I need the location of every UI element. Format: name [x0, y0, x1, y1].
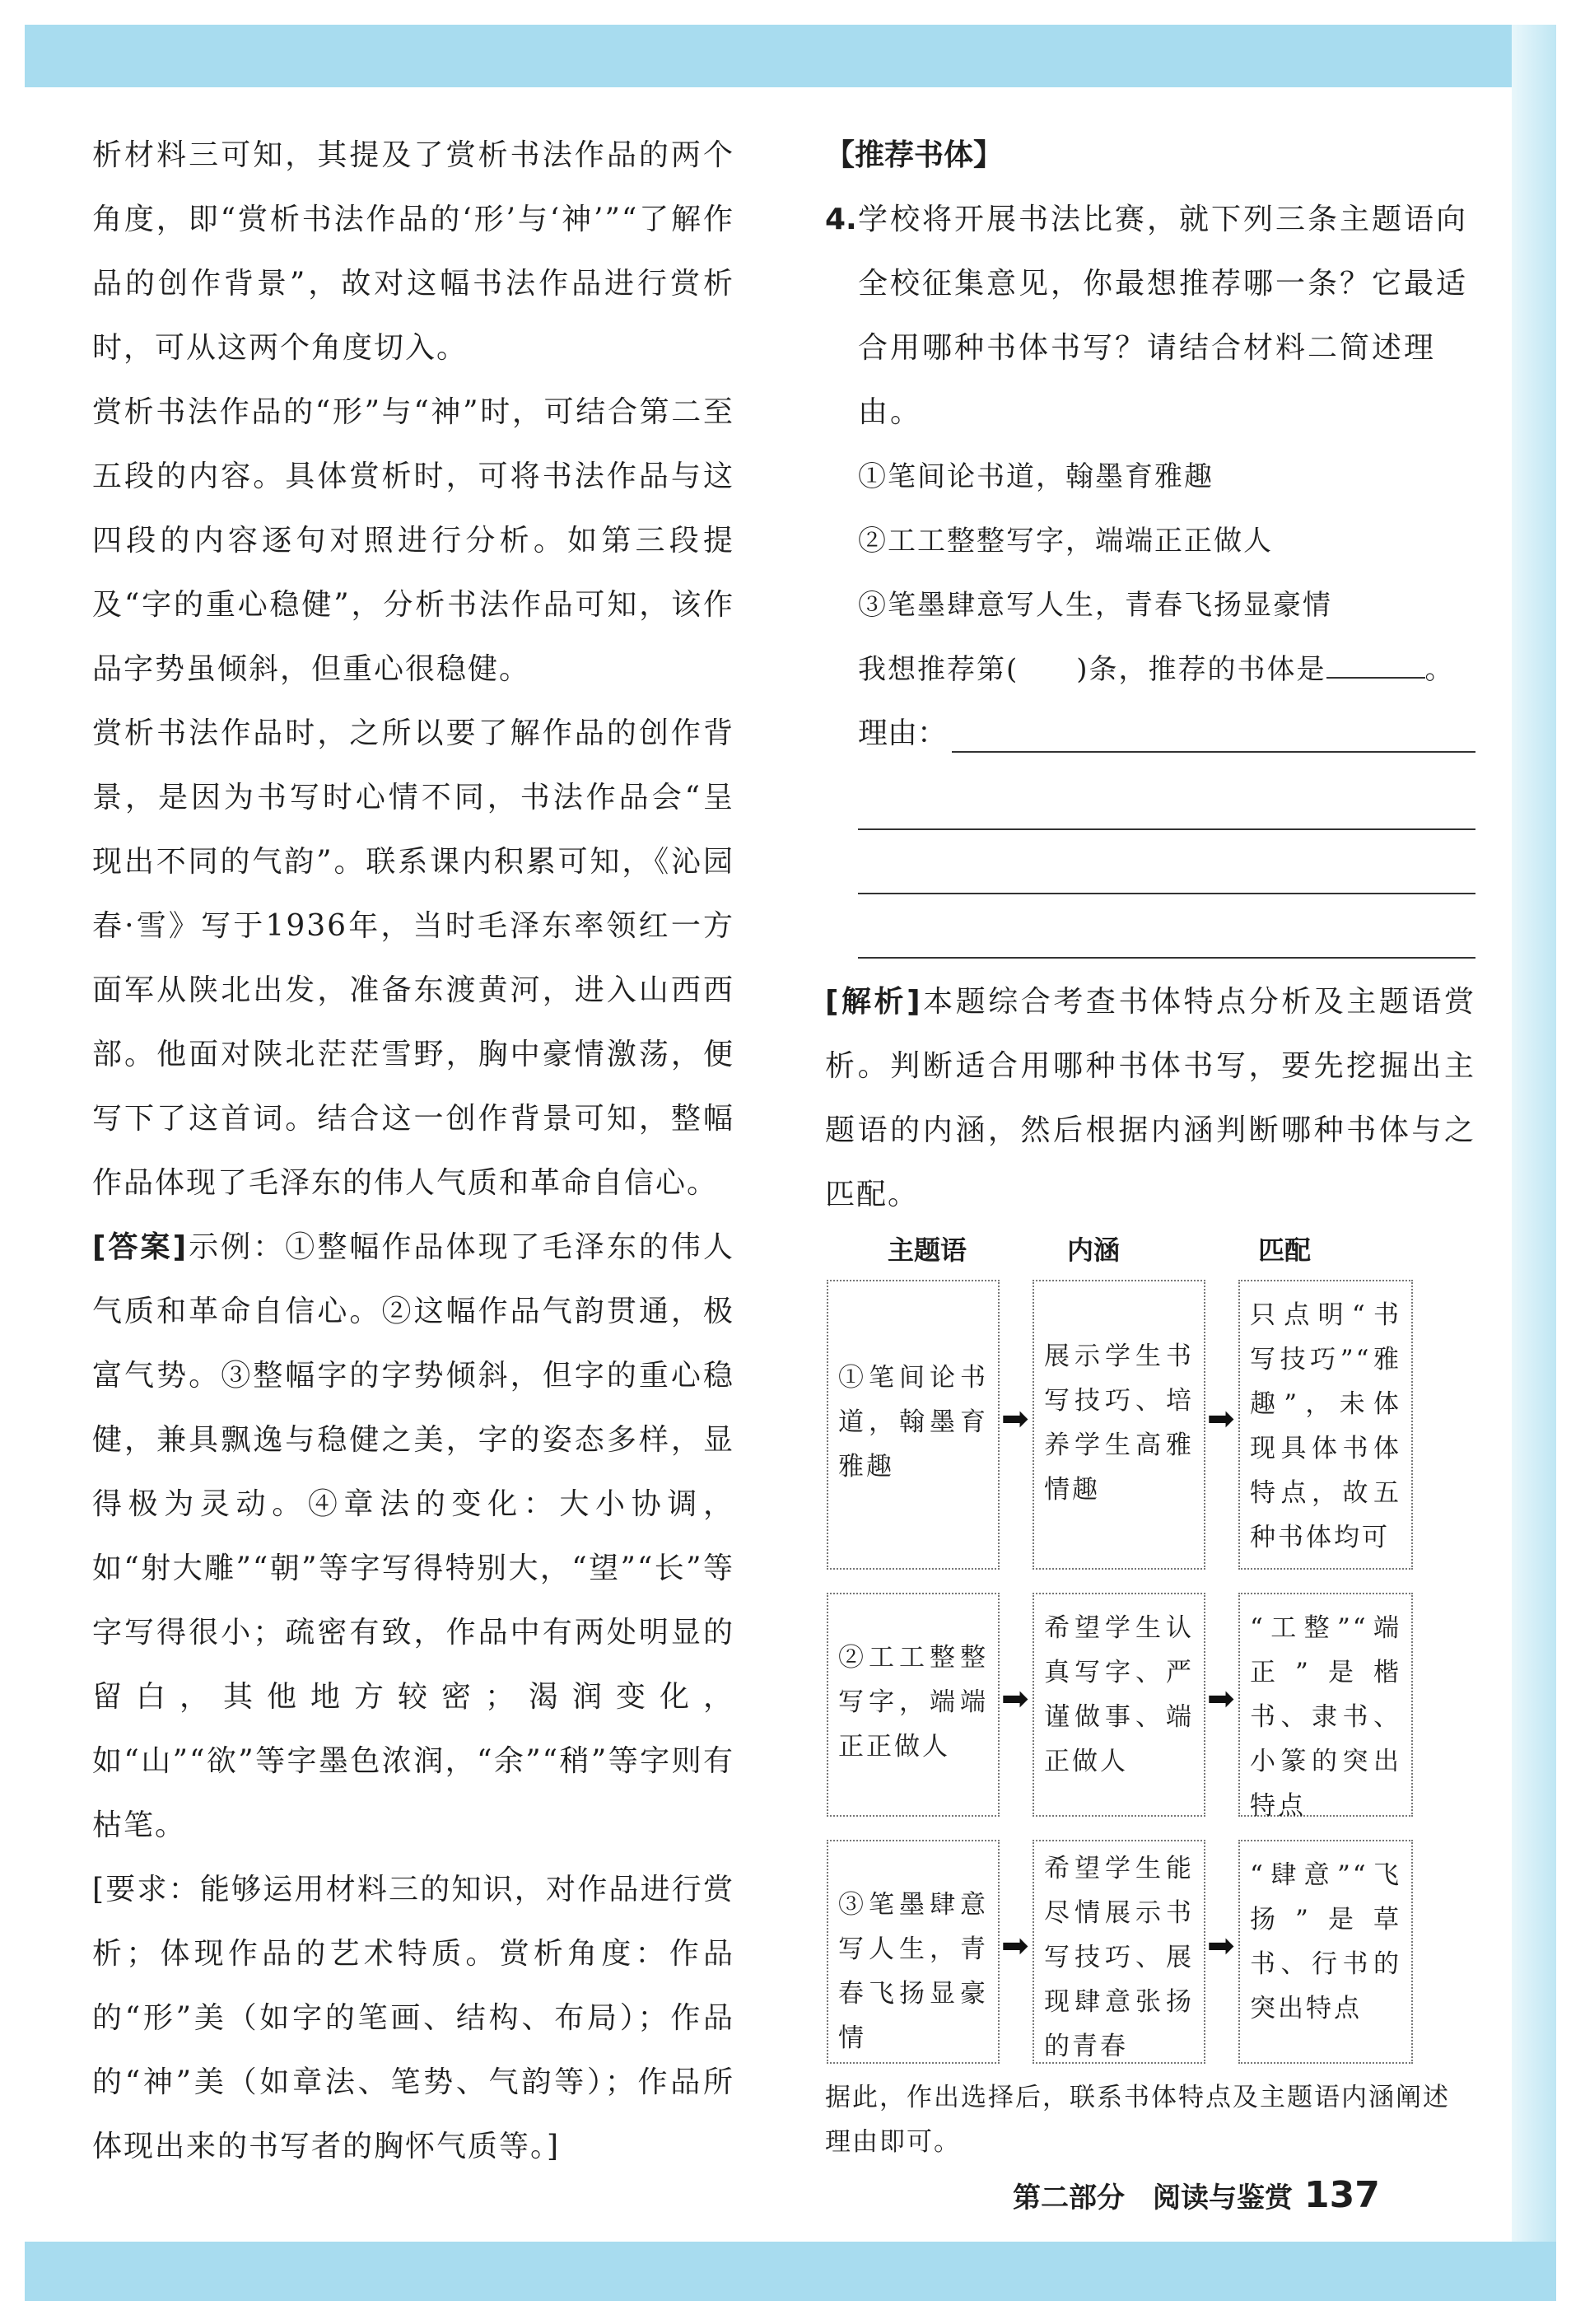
recommend-line [858, 637, 1475, 702]
row3-match-box: “肆意”“飞扬”是草书、行书的突出特点 [1238, 1840, 1413, 2064]
analysis-paragraph-2: 赏析书法作品的“形”与“神”时，可结合第二至五段的内容。具体赏析时，可将书法作品与这四段的内容逐句对照进行分析。如第三段提及“字的重心稳健”，分析书法作品可知，该作品字势虽倾斜，但重心很稳健。 [92, 395, 734, 686]
right-edge-shadow [1512, 25, 1556, 2301]
top-color-band [25, 25, 1556, 87]
row2-meaning-box: 希望学生认真写字、严谨做事、端正做人 [1033, 1593, 1205, 1817]
arrow-icon: ➡ [1207, 1400, 1235, 1438]
header-meaning: 内涵 [1067, 1234, 1121, 1266]
recommend-prefix: 我想推荐第( [858, 653, 1019, 686]
arrow-icon: ➡ [1001, 1400, 1029, 1438]
answer-paragraph [92, 1216, 734, 1858]
left-column [92, 124, 734, 2179]
reason-blank-1[interactable] [952, 702, 1475, 753]
reason-blank-2[interactable] [858, 766, 1475, 830]
analysis-paragraph-1: 析材料三可知，其提及了赏析书法作品的两个角度，即“赏析书法作品的‘形’与‘神’”“了解作品的创作背景”，故对这幅书法作品进行赏析时，可从这两个角度切入。 [92, 138, 734, 365]
row2-match-box: “工整”“端正”是楷书、隶书、小篆的突出特点 [1238, 1593, 1413, 1817]
reason-label: 理由： [858, 716, 948, 750]
recommend-middle: )条，推荐的书体是 [1076, 653, 1326, 686]
row1-meaning-box: 展示学生书写技巧、培养学生高雅情趣 [1033, 1280, 1205, 1570]
page-number: 137 [1304, 2174, 1380, 2216]
arrow-icon: ➡ [1207, 1680, 1235, 1718]
analysis-paragraph-3: 赏析书法作品时，之所以要了解作品的创作背景，是因为书写时心情不同，书法作品会“呈现出不同的气韵”。联系课内积累可知，《沁园春·雪》写于1936年，当时毛泽东率领红一方面军从陕北出发，准备东渡黄河，进入山西西部。他面对陕北茫茫雪野，胸中豪情激荡，便写下了这首词。结合这一创作背景可知，整幅作品体现了毛泽东的伟人气质和革命自信心。 [92, 716, 734, 1200]
row1-match-box: 只点明“书写技巧”“雅趣”，未体现具体书体特点，故五种书体均可 [1238, 1280, 1413, 1570]
requirement-paragraph: [要求：能够运用材料三的知识，对作品进行赏析；体现作品的艺术特质。赏析角度：作品的“形”美（如字的笔画、结构、布局）；作品的“神”美（如章法、笔势、气韵等）；作品所体现出来的书写者的胸怀气质等。] [92, 1873, 734, 2163]
answer-tag: [答案] [92, 1230, 189, 1264]
closing-note: 据此，作出选择后，联系书体特点及主题语内涵阐述理由即可。 [825, 2083, 1450, 2157]
question-4 [825, 188, 1475, 445]
question-text: 学校将开展书法比赛，就下列三条主题语向全校征集意见，你最想推荐哪一条？它最适合用哪种书体书写？请结合材料二简述理由。 [858, 203, 1469, 429]
reason-line [858, 702, 1475, 766]
arrow-icon: ➡ [1001, 1927, 1029, 1965]
arrow-icon: ➡ [1207, 1927, 1235, 1965]
analysis-tag: [解析] [825, 985, 922, 1019]
option-3: ③笔墨肆意写人生，青春飞扬显豪情 [858, 589, 1332, 622]
section-title: 【推荐书体】 [825, 138, 1004, 172]
header-theme: 主题语 [888, 1234, 967, 1266]
footer-section: 第二部分 阅读与鉴赏 [1013, 2182, 1293, 2214]
reason-blank-3[interactable] [858, 830, 1475, 894]
option-2: ②工工整整写字，端端正正做人 [858, 525, 1273, 558]
recommend-end: 。 [1424, 653, 1455, 686]
analysis-text: 本题综合考查书体特点分析及主题语赏析。判断适合用哪种书体书写，要先挖掘出主题语的内涵，然后根据内涵判断哪种书体与之匹配。 [825, 985, 1475, 1211]
header-match: 匹配 [1258, 1234, 1312, 1266]
arrow-icon: ➡ [1001, 1680, 1029, 1718]
reason-blank-4[interactable] [858, 894, 1475, 959]
option-1: ①笔间论书道，翰墨育雅趣 [858, 460, 1214, 493]
script-blank[interactable] [1326, 652, 1425, 679]
analysis-paragraph [825, 970, 1475, 1227]
row2-theme-box: ②工工整整写字，端端正正做人 [827, 1593, 1000, 1817]
bottom-color-band [25, 2242, 1556, 2301]
row3-meaning-box: 希望学生能尽情展示书写技巧、展现肆意张扬的青春 [1033, 1840, 1205, 2064]
row1-theme-box: ①笔间论书道，翰墨育雅趣 [827, 1280, 1000, 1570]
question-number: 4. [825, 203, 857, 236]
page-footer [1013, 2174, 1380, 2216]
row3-theme-box: ③笔墨肆意写人生，青春飞扬显豪情 [827, 1840, 1000, 2064]
right-column [825, 124, 1475, 1227]
answer-text: 示例：①整幅作品体现了毛泽东的伟人气质和革命自信心。②这幅作品气韵贯通，极富气势。③整幅字的字势倾斜，但字的重心稳健，兼具飘逸与稳健之美，字的姿态多样，显得极为灵动。④章法的变化：大小协调，如“射大雕”“朝”等字写得特别大，“望”“长”等字写得很小；疏密有致，作品中有两处明显的留白，其他地方较密；渴润变化，如“山”“欲”等字墨色浓润，“余”“稍”等字则有枯笔。 [92, 1230, 734, 1842]
